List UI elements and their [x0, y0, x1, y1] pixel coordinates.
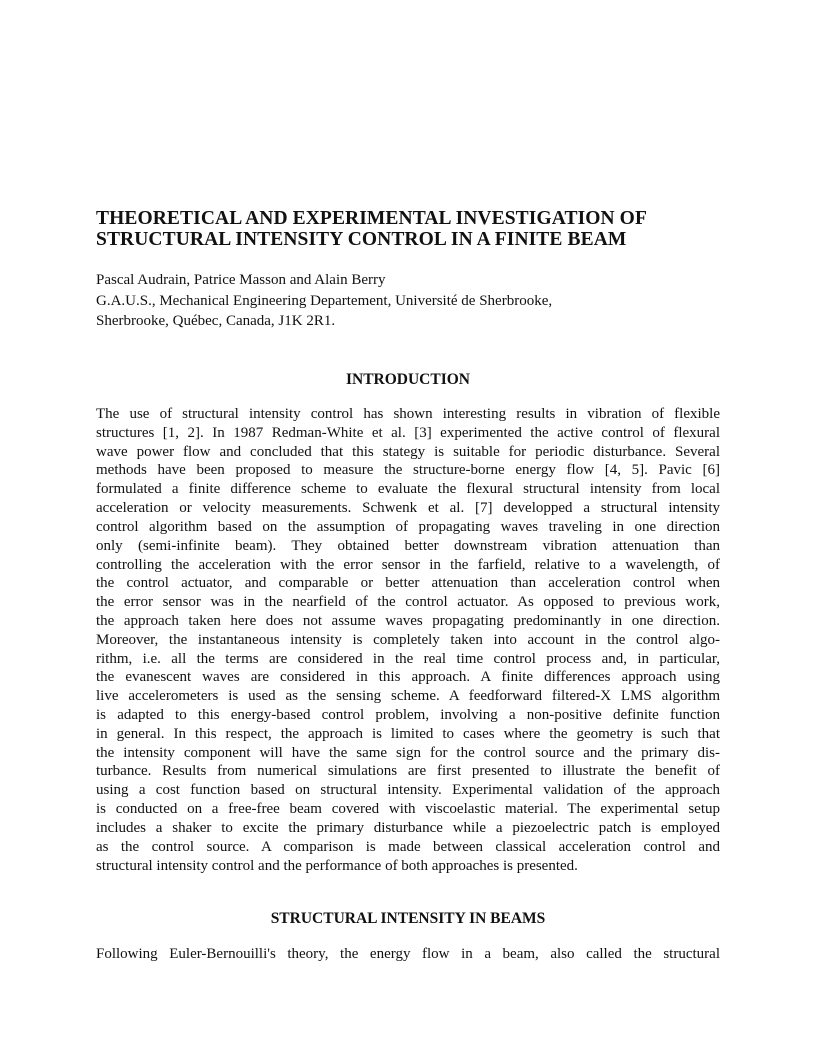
intro-line: wave power flow and concluded that this stategy is suitable for periodic disturbance. Several: [96, 443, 720, 460]
intro-line: is conducted on a free-free beam covered with viscoelastic material. The experimental setup: [96, 801, 720, 818]
intro-line: the approach taken here does not assume waves propagating predominantly in one direction.: [96, 612, 720, 629]
intro-line: rithm, i.e. all the terms are considered in the real time control process and, in particular,: [96, 650, 720, 667]
intro-line: the control actuator, and comparable or better attenuation than acceleration control when: [96, 575, 720, 592]
title-line-2: STRUCTURAL INTENSITY CONTROL IN A FINITE BEAM: [96, 229, 627, 250]
intro-line: methods have been proposed to measure the structure-borne energy flow [4, 5]. Pavic [6]: [96, 462, 720, 479]
intro-line: as the control source. A comparison is made between classical acceleration control and: [96, 838, 720, 855]
structural-intensity-body: [96, 945, 720, 964]
authors: Pascal Audrain, Patrice Masson and Alain Berry: [96, 272, 386, 288]
intro-line: includes a shaker to excite the primary disturbance while a piezoelectric patch is employed: [96, 819, 720, 836]
title-line-1: THEORETICAL AND EXPERIMENTAL INVESTIGATION OF: [96, 208, 647, 229]
intro-line: acceleration or velocity measurements. Schwenk et al. [7] developped a structural intensity: [96, 500, 720, 517]
intro-line: the intensity component will have the same sign for the control source and the primary dis-: [96, 744, 720, 761]
intro-line: the evanescent waves are considered in this approach. A finite differences approach using: [96, 669, 720, 686]
intro-line: using a cost function based on structural intensity. Experimental validation of the approach: [96, 782, 720, 799]
si-line: Following Euler-Bernouilli's theory, the energy flow in a beam, also called the structural: [96, 946, 720, 962]
structural-intensity-heading: STRUCTURAL INTENSITY IN BEAMS: [270, 910, 546, 927]
author-block: [96, 270, 720, 332]
intro-line: in general. In this respect, the approach is limited to cases where the geometry is such that: [96, 725, 720, 742]
introduction-body: [96, 405, 720, 875]
intro-line: controlling the acceleration with the error sensor in the farfield, relative to a wavelength, of: [96, 556, 720, 573]
paper-title: [96, 208, 720, 250]
intro-line: control algorithm based on the assumption of propagating waves traveling in one direction: [96, 518, 720, 535]
intro-line: live accelerometers is used as the sensing scheme. A feedforward filtered-X LMS algorithm: [96, 688, 720, 705]
intro-line: turbance. Results from numerical simulations are first presented to illustrate the benefit of: [96, 763, 720, 780]
intro-line: The use of structural intensity control has shown interesting results in vibration of flexible: [96, 406, 720, 422]
intro-line: formulated a finite difference scheme to evaluate the flexural structural intensity from local: [96, 481, 720, 498]
intro-line: only (semi-infinite beam). They obtained better downstream vibration attenuation than: [96, 537, 720, 554]
affiliation-line-1: G.A.U.S., Mechanical Engineering Departement, Université de Sherbrooke,: [96, 292, 553, 309]
intro-line: is adapted to this energy-based control problem, involving a non-positive definite function: [96, 707, 720, 723]
intro-line: the error sensor was in the nearfield of the control actuator. As opposed to previous work,: [96, 594, 720, 611]
intro-line: structures [1, 2]. In 1987 Redman-White et al. [3] experimented the active control of flexural: [96, 424, 720, 441]
intro-line: Moreover, the instantaneous intensity is completely taken into account in the control algo-: [96, 631, 720, 648]
affiliation-line-2: Sherbrooke, Québec, Canada, J1K 2R1.: [96, 313, 336, 329]
intro-line: structural intensity control and the performance of both approaches is presented.: [96, 857, 578, 874]
introduction-heading: INTRODUCTION: [345, 371, 470, 388]
